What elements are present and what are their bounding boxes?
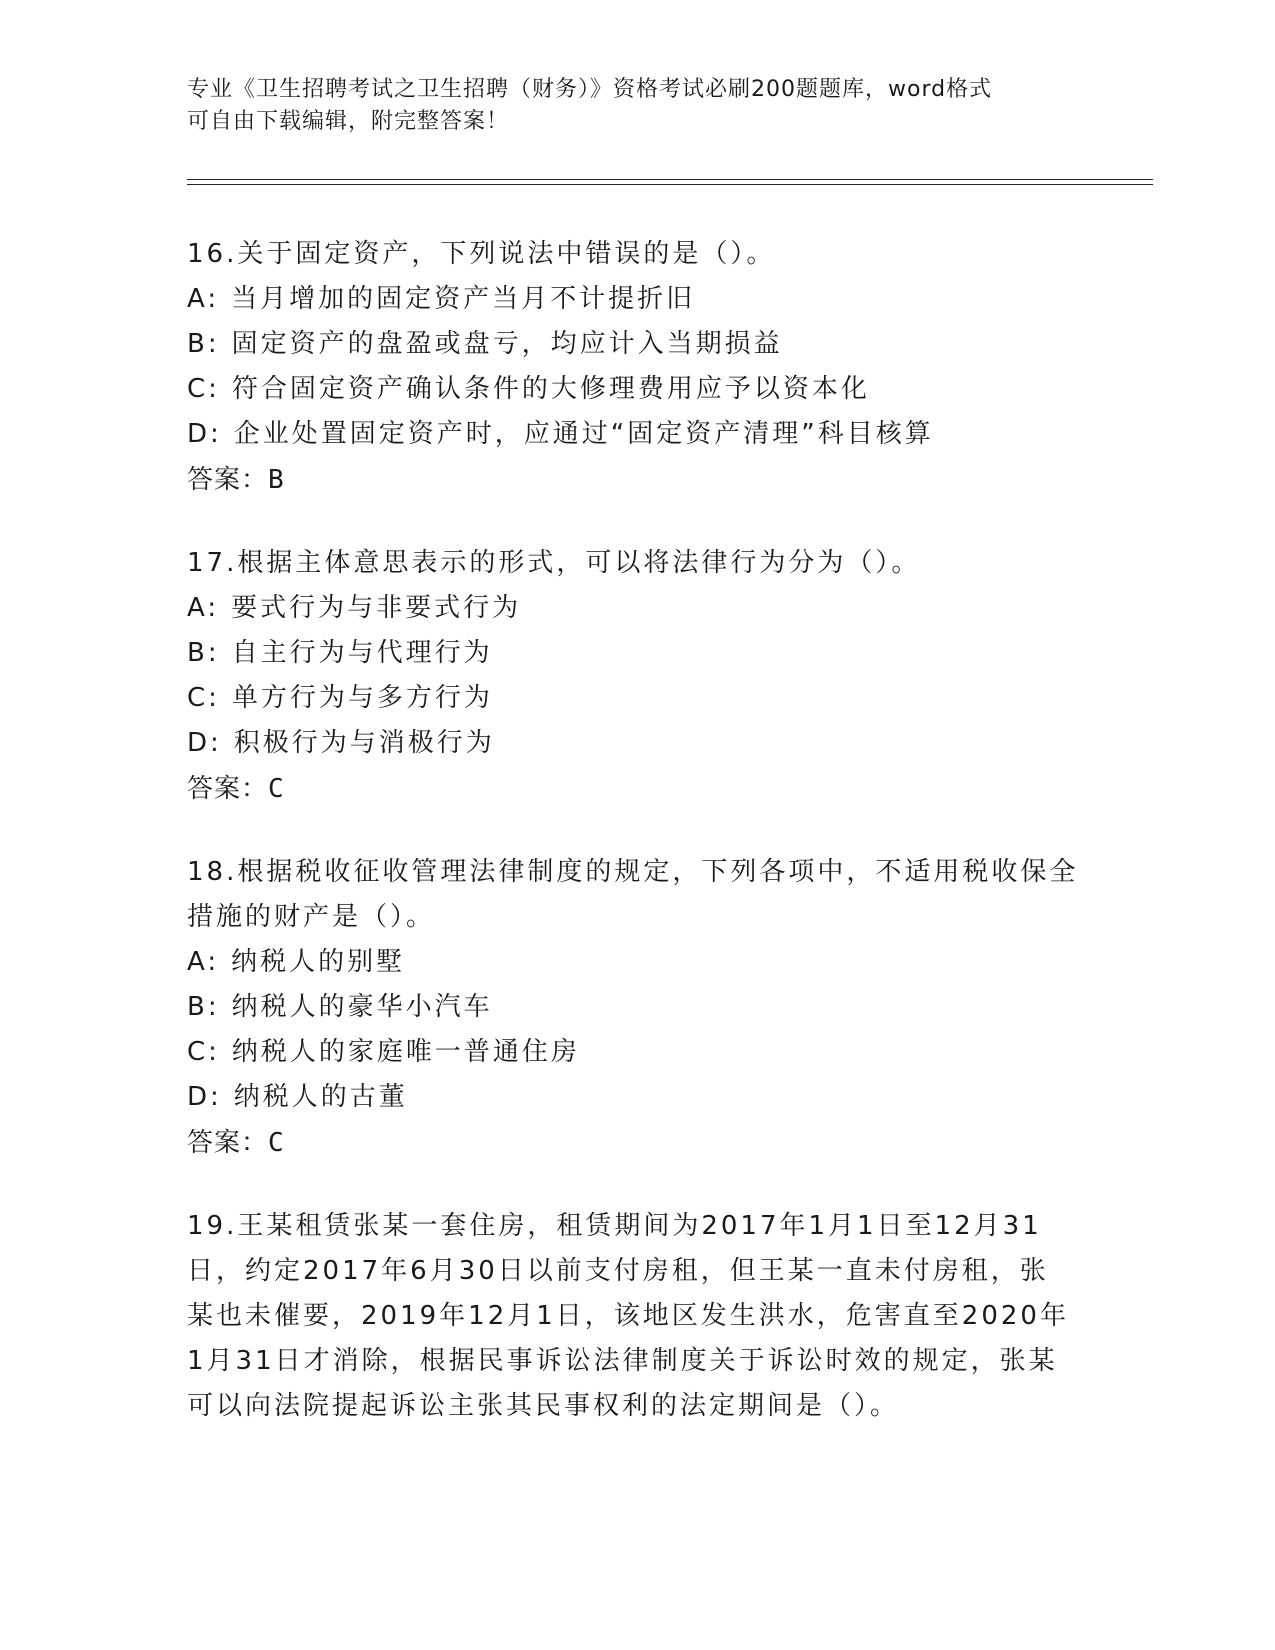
header-divider-bottom <box>187 184 1153 185</box>
option-text: 纳税人的家庭唯一普通住房 <box>231 1037 580 1067</box>
answer-label: 答案： <box>187 464 269 494</box>
question-line: 17.根据主体意思表示的形式，可以将法律行为分为（）。 <box>187 548 921 578</box>
option-text: 纳税人的别墅 <box>231 947 406 977</box>
option-d <box>187 721 1087 766</box>
option-text: 符合固定资产确认条件的大修理费用应予以资本化 <box>231 374 870 404</box>
header-divider-top <box>187 179 1153 180</box>
answer-value: C <box>268 774 285 804</box>
answer <box>187 766 1087 812</box>
option-key: A: <box>187 593 220 623</box>
question-16 <box>187 232 1087 503</box>
question-line: 可以向法院提起诉讼主张其民事权利的法定期间是（）。 <box>187 1391 900 1421</box>
option-key: D: <box>187 1082 222 1112</box>
question-line: 19.王某租赁张某一套住房，租赁期间为2017年1月1日至12月31 <box>187 1211 1042 1241</box>
option-text: 单方行为与多方行为 <box>231 683 493 713</box>
option-key: D: <box>187 728 222 758</box>
option-text: 要式行为与非要式行为 <box>231 593 522 623</box>
option-key: B: <box>187 329 220 359</box>
option-b <box>187 631 1087 676</box>
option-key: A: <box>187 947 220 977</box>
option-a <box>187 586 1087 631</box>
answer-value: B <box>268 465 285 495</box>
option-text: 自主行为与代理行为 <box>231 638 493 668</box>
question-19 <box>187 1204 1087 1429</box>
question-line: 16.关于固定资产，下列说法中错误的是（）。 <box>187 239 776 269</box>
answer-value: C <box>268 1128 285 1158</box>
question-text <box>187 232 1087 277</box>
document-header <box>187 74 1067 138</box>
question-line: 日，约定2017年6月30日以前支付房租，但王某一直未付房租，张 <box>187 1256 1049 1286</box>
answer <box>187 1120 1087 1166</box>
question-line: 某也未催要，2019年12月1日，该地区发生洪水，危害直至2020年 <box>187 1301 1069 1331</box>
option-c <box>187 1030 1087 1075</box>
answer-label: 答案： <box>187 773 269 803</box>
option-text: 固定资产的盘盈或盘亏，均应计入当期损益 <box>231 329 783 359</box>
header-line-1: 专业《卫生招聘考试之卫生招聘（财务）》资格考试必刷200题题库，word格式 <box>187 77 993 102</box>
option-c <box>187 676 1087 721</box>
answer-label: 答案： <box>187 1127 269 1157</box>
option-b <box>187 985 1087 1030</box>
option-d <box>187 1075 1087 1120</box>
question-18 <box>187 850 1087 1166</box>
option-text: 纳税人的豪华小汽车 <box>231 992 493 1022</box>
option-key: B: <box>187 992 220 1022</box>
option-key: C: <box>187 374 220 404</box>
header-line-2: 可自由下载编辑，附完整答案！ <box>187 109 510 134</box>
option-key: D: <box>187 419 222 449</box>
option-text: 纳税人的古董 <box>233 1082 408 1112</box>
question-text <box>187 850 1087 940</box>
option-key: B: <box>187 638 220 668</box>
question-text <box>187 541 1087 586</box>
answer <box>187 457 1087 503</box>
option-key: A: <box>187 284 220 314</box>
option-a <box>187 277 1087 322</box>
option-d <box>187 412 1087 457</box>
option-text: 企业处置固定资产时，应通过“固定资产清理”科目核算 <box>233 419 934 449</box>
option-c <box>187 367 1087 412</box>
option-key: C: <box>187 683 220 713</box>
option-text: 当月增加的固定资产当月不计提折旧 <box>231 284 696 314</box>
question-17 <box>187 541 1087 812</box>
question-list <box>187 232 1087 1467</box>
option-b <box>187 322 1087 367</box>
option-a <box>187 940 1087 985</box>
question-line: 18.根据税收征收管理法律制度的规定，下列各项中，不适用税收保全 <box>187 857 1079 887</box>
question-line: 措施的财产是（）。 <box>187 902 436 932</box>
option-text: 积极行为与消极行为 <box>233 728 495 758</box>
question-text <box>187 1204 1087 1429</box>
option-key: C: <box>187 1037 220 1067</box>
question-line: 1月31日才消除，根据民事诉讼法律制度关于诉讼时效的规定，张某 <box>187 1346 1058 1376</box>
